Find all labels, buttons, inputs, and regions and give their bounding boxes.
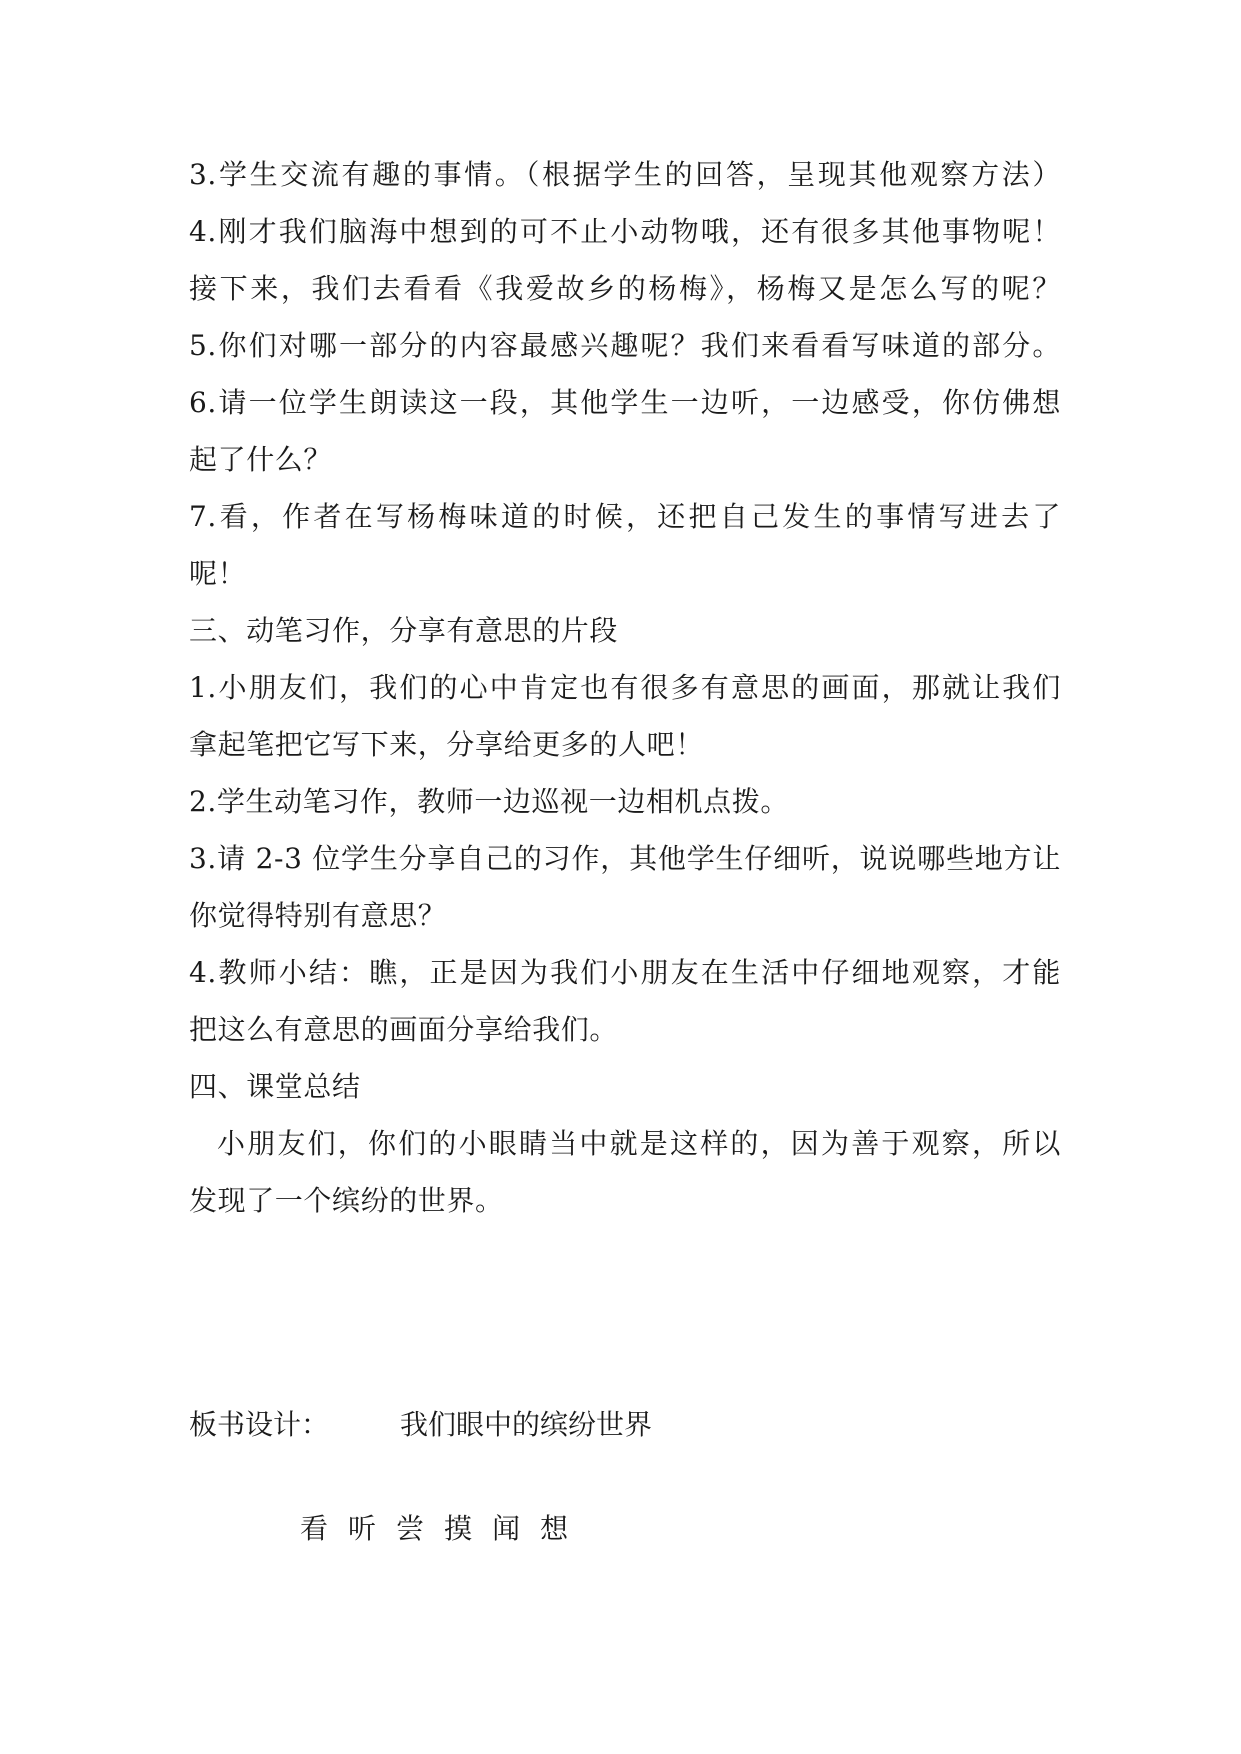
- text-line: 起了什么？: [189, 443, 333, 476]
- text-line: 1.小朋友们，我们的心中肯定也有很多有意思的画面，那就让我们: [189, 671, 1061, 704]
- text-line: 把这么有意思的画面分享给我们。: [189, 1013, 619, 1046]
- sense-word: 摸: [444, 1512, 473, 1545]
- text-line: 7.看，作者在写杨梅味道的时候，还把自己发生的事情写进去了: [189, 500, 1061, 533]
- text-line: 小朋友们，你们的小眼睛当中就是这样的，因为善于观察，所以: [217, 1127, 1061, 1160]
- text-line: 你觉得特别有意思？: [189, 899, 447, 932]
- text-line: 发现了一个缤纷的世界。: [189, 1184, 504, 1217]
- text-line: 2.学生动笔习作，教师一边巡视一边相机点拨。: [189, 785, 789, 818]
- text-line: 拿起笔把它写下来，分享给更多的人吧！: [189, 728, 704, 761]
- sense-word: 尝: [396, 1512, 425, 1545]
- text-line: 四、课堂总结: [189, 1070, 361, 1103]
- text-line: 5.你们对哪一部分的内容最感兴趣呢？我们来看看写味道的部分。: [189, 329, 1061, 362]
- text-line: 三、动笔习作，分享有意思的片段: [189, 614, 619, 647]
- text-line: 6.请一位学生朗读这一段，其他学生一边听，一边感受，你仿佛想: [189, 386, 1061, 419]
- sense-word: 想: [540, 1512, 569, 1545]
- text-line: 3.请 2-3 位学生分享自己的习作，其他学生仔细听，说说哪些地方让: [189, 842, 1061, 875]
- text-line: 呢！: [189, 557, 247, 590]
- board-design-row: [189, 1405, 653, 1445]
- sense-word: 看: [300, 1512, 329, 1545]
- text-line: 3.学生交流有趣的事情。（根据学生的回答，呈现其他观察方法）: [189, 158, 1061, 191]
- sense-word: 闻: [492, 1512, 521, 1545]
- lesson-text: [189, 146, 1061, 1229]
- board-design-label: 板书设计：: [189, 1408, 330, 1441]
- senses-list: [300, 1509, 588, 1549]
- sense-word: 听: [348, 1512, 377, 1545]
- text-line: 4.教师小结：瞧，正是因为我们小朋友在生活中仔细地观察，才能: [189, 956, 1061, 989]
- text-line: 接下来，我们去看看《我爱故乡的杨梅》，杨梅又是怎么写的呢？: [189, 272, 1061, 305]
- board-design-title: 我们眼中的缤纷世界: [400, 1408, 653, 1441]
- text-line: 4.刚才我们脑海中想到的可不止小动物哦，还有很多其他事物呢！: [189, 215, 1061, 248]
